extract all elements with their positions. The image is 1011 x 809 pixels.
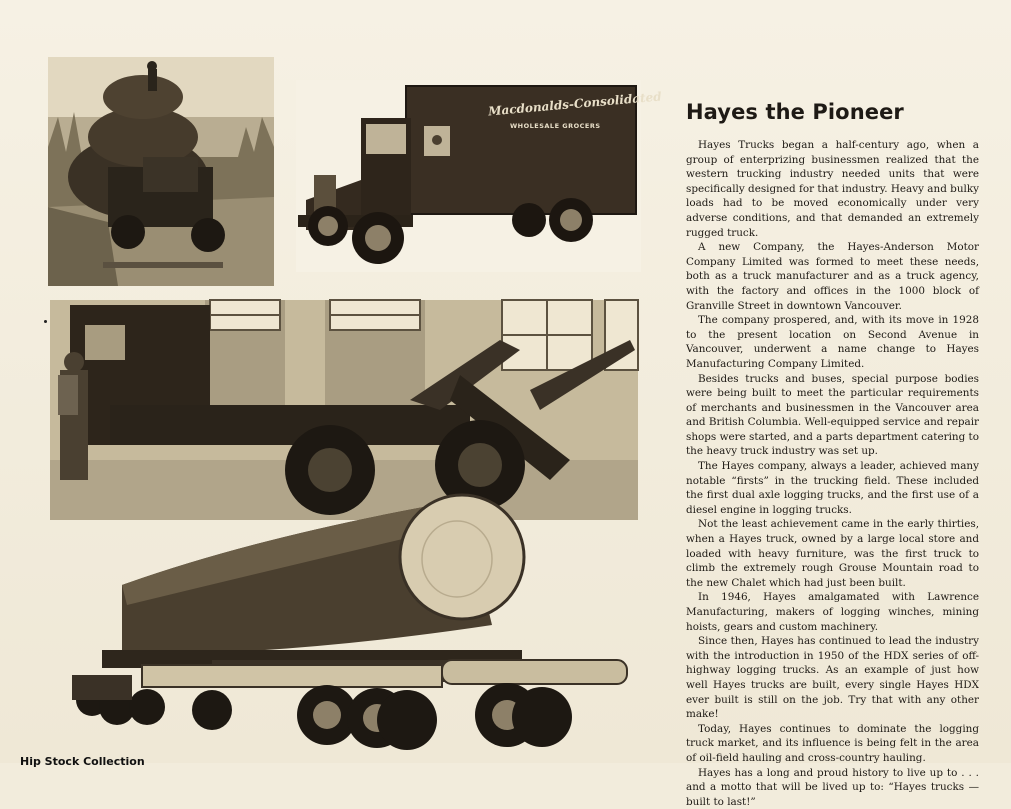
article-paragraph: Not the least achievement came in the early thirties, when a Hayes truck, owned by a large local store and loaded with heavy furniture, was the first truck to climb the extremely rough Grouse Mountain road to the new Chalet which had just been built. [686,518,979,589]
photo-delivery-truck [296,80,663,272]
photo-loaded-logging-truck-image [48,57,274,286]
article-paragraph: The Hayes company, always a leader, achieved many notable “firsts” in the trucking field. These included the first dual axle logging trucks, and the first use of a diesel engine in logging trucks. [686,460,979,516]
article-paragraph: Besides trucks and buses, special purpose bodies were being built to meet the particular requirements of merchants and businessmen in the Vancouver area and British Columbia. Well-equipped service and repair shops were started, and a parts department catering to the heavy truck industry was set up. [686,372,979,458]
article-paragraph: Hayes Trucks began a half-century ago, when a group of enterprizing businessmen realized that the western trucking industry needed units that were specifically designed for that industry. Heavy and bulky loads had to be moved economically under very adverse conditions, and that demanded an extremely rugged truck. [686,139,979,239]
article-paragraph: The company prospered, and, with its move in 1928 to the present location on Second Avenue in Vancouver, underwent a name change to Hayes Manufacturing Company Limited. [686,314,979,370]
article-paragraph: Since then, Hayes has continued to lead the industry with the introduction in 1950 of the HDX series of off-highway logging trucks. As an example of just how well Hayes trucks are built, every single Hayes HDX ever built is still on the job. Try that with any other make! [686,635,979,721]
photo-truck-with-loader-image [50,300,638,520]
photo-loaded-logging-truck [48,57,274,286]
article-paragraph: Hayes has a long and proud history to live up to . . . and a motto that will be lived up to: “Hayes trucks — built to last!” [686,766,979,808]
article-paragraph: In 1946, Hayes amalgamated with Lawrence Manufacturing, makers of logging winches, mining hoists, gears and custom machinery. [686,591,979,633]
watermark: Hip Stock Collection [20,755,145,768]
photo-log-truck-giant-log [62,495,632,763]
article [686,100,979,809]
article-title: Hayes the Pioneer [686,100,904,124]
article-paragraph: Today, Hayes continues to dominate the logging truck market, and its influence is being felt in the area of oil-field hauling and cross-country hauling. [686,722,979,764]
photo-truck-with-loader [50,300,638,520]
article-paragraph: A new Company, the Hayes-Anderson Motor Company Limited was formed to meet these needs, both as a truck manufacturer and as a truck agency, with the factory and offices in the 1000 block of Granville Street in downtown Vancouver. [686,241,979,312]
scan-mark [44,320,47,323]
photo-log-truck-giant-log-image [62,495,632,763]
delivery-truck-sign: Macdonalds-Consolidated [487,89,663,119]
delivery-truck-subsign: WHOLESALE GROCERS [510,122,601,130]
